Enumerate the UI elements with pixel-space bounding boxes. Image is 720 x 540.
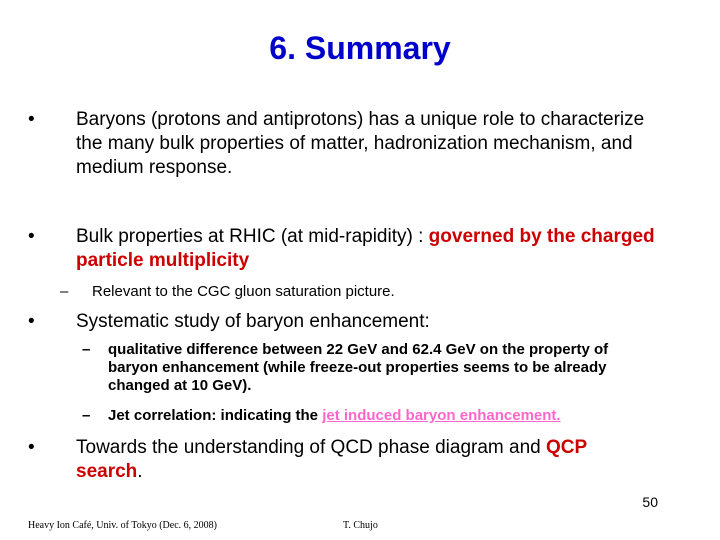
sub-dash: –: [60, 283, 69, 300]
sub-dash: –: [82, 407, 91, 424]
bullet-4-text: [76, 436, 656, 484]
bullet-3-sub-1-text: qualitative difference between 22 GeV and 62.4 GeV on the property of baryon enhancement (while freeze-out properties seems to be already changed at 10 GeV).: [108, 341, 609, 394]
bullet-2-plain: Bulk properties at RHIC (at mid-rapidity) :: [76, 226, 429, 247]
bullet-3-sub-2-plain: Jet correlation: indicating the: [108, 407, 323, 424]
bullet-dot: •: [28, 311, 35, 332]
sub-dash: –: [82, 341, 91, 358]
bullet-4-tail: .: [137, 461, 143, 482]
bullet-3-sub-2-highlight: jet induced baryon enhancement.: [322, 407, 561, 424]
bullet-1-text: Baryons (protons and antiprotons) has a unique role to characterize the many bulk properties of matter, hadronization mechanism, and medium response.: [76, 109, 645, 178]
bullet-3-text: Systematic study of baryon enhancement:: [76, 311, 430, 332]
bullet-2-sub-text: Relevant to the CGC gluon saturation picture.: [92, 283, 395, 300]
bullet-dot: •: [28, 109, 35, 130]
bullet-dot: •: [28, 437, 35, 458]
page-number: 50: [642, 494, 658, 510]
bullet-2-highlight: governed by the charged particle multiplicity: [76, 226, 655, 271]
bullet-4-plain: Towards the understanding of QCD phase diagram and: [76, 437, 546, 458]
bullet-3-sub-2-text: [108, 407, 668, 425]
footer-right: T. Chujo: [343, 520, 378, 531]
bullet-2-text: [76, 225, 656, 273]
footer-left: Heavy Ion Café, Univ. of Tokyo (Dec. 6, 2008): [28, 520, 217, 531]
slide-title: 6. Summary: [269, 30, 451, 66]
bullet-dot: •: [28, 226, 35, 247]
bullet-4-highlight: QCP search: [76, 437, 587, 482]
